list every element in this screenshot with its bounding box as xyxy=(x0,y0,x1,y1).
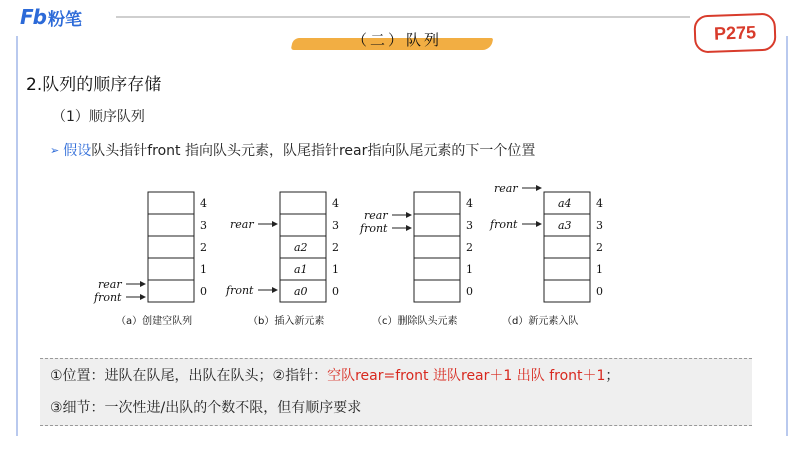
fenbi-logo xyxy=(20,6,82,28)
logo-mark: Fb xyxy=(20,5,46,29)
index-0: 0 xyxy=(200,285,207,298)
index-3: 3 xyxy=(332,219,339,232)
index-4: 4 xyxy=(466,197,473,210)
cell-3 xyxy=(280,214,326,236)
index-1: 1 xyxy=(596,263,603,276)
front-label: front xyxy=(94,291,122,304)
queue-a xyxy=(93,192,207,327)
element-a2: a2 xyxy=(294,241,308,254)
summary-line-1-suffix: ； xyxy=(605,368,620,384)
section-title xyxy=(300,28,500,50)
summary-line-2: ③细节：一次性进/出队的个数不限，但有顺序要求 xyxy=(50,400,362,416)
cell-2 xyxy=(148,236,194,258)
cell-3 xyxy=(414,214,460,236)
cell-0 xyxy=(544,280,590,302)
heading: 2.队列的顺序存储 xyxy=(26,75,162,95)
cell-4 xyxy=(280,192,326,214)
rear-label: rear xyxy=(364,209,388,222)
element-a1: a1 xyxy=(294,263,308,276)
front-label: front xyxy=(360,222,388,235)
index-1: 1 xyxy=(200,263,207,276)
cell-0 xyxy=(148,280,194,302)
cell-3 xyxy=(148,214,194,236)
rear-label: rear xyxy=(98,278,122,291)
assumption-bullet xyxy=(50,140,535,160)
page-number-badge xyxy=(693,13,776,54)
rear-arrow-icon xyxy=(536,185,542,191)
summary-line-1 xyxy=(50,365,619,385)
index-4: 4 xyxy=(596,197,603,210)
index-2: 2 xyxy=(332,241,339,254)
logo-text: 粉笔 xyxy=(47,9,82,30)
element-a0: a0 xyxy=(294,285,308,298)
summary-line-1-highlight: 空队rear=front 进队rear＋1 出队 front＋1 xyxy=(327,368,606,384)
front-arrow-icon xyxy=(140,294,146,300)
cell-2 xyxy=(414,236,460,258)
rear-arrow-icon xyxy=(140,281,146,287)
caption-c: （c）删除队头元素 xyxy=(372,316,458,327)
index-2: 2 xyxy=(466,241,473,254)
cell-1 xyxy=(414,258,460,280)
front-arrow-icon xyxy=(406,225,412,231)
index-0: 0 xyxy=(466,285,473,298)
caption-a: （a）创建空队列 xyxy=(116,316,193,327)
cell-0 xyxy=(414,280,460,302)
cell-4 xyxy=(414,192,460,214)
bullet-arrow-icon: ➢ xyxy=(50,143,60,157)
front-label: front xyxy=(226,284,254,297)
index-2: 2 xyxy=(596,241,603,254)
summary-line-1-prefix: ①位置：进队在队尾，出队在队头；②指针： xyxy=(50,368,328,384)
subheading: （1）顺序队列 xyxy=(52,109,145,125)
queue-diagram xyxy=(80,176,640,336)
front-arrow-icon xyxy=(272,287,278,293)
cell-2 xyxy=(544,236,590,258)
page-number: P275 xyxy=(713,21,757,44)
element-a4: a4 xyxy=(558,197,572,210)
caption-b: （b）插入新元素 xyxy=(248,316,325,327)
cell-4 xyxy=(148,192,194,214)
cell-1 xyxy=(148,258,194,280)
index-3: 3 xyxy=(466,219,473,232)
index-0: 0 xyxy=(596,285,603,298)
index-3: 3 xyxy=(200,219,207,232)
summary-box xyxy=(40,358,752,426)
cell-1 xyxy=(544,258,590,280)
rear-arrow-icon xyxy=(406,212,412,218)
queue-d xyxy=(489,182,603,327)
rear-arrow-icon xyxy=(272,221,278,227)
index-3: 3 xyxy=(596,219,603,232)
section-title-text: （二）队列 xyxy=(352,31,443,49)
index-1: 1 xyxy=(466,263,473,276)
rear-label: rear xyxy=(494,182,518,195)
queue-b xyxy=(225,192,339,327)
queue-c xyxy=(359,192,473,327)
bullet-highlight: 假设 xyxy=(63,143,92,159)
header-divider xyxy=(116,16,690,18)
index-0: 0 xyxy=(332,285,339,298)
index-4: 4 xyxy=(200,197,207,210)
index-1: 1 xyxy=(332,263,339,276)
front-arrow-icon xyxy=(536,221,542,227)
index-4: 4 xyxy=(332,197,339,210)
index-2: 2 xyxy=(200,241,207,254)
element-a3: a3 xyxy=(558,219,572,232)
front-label: front xyxy=(490,218,518,231)
caption-d: （d）新元素入队 xyxy=(502,316,579,327)
rear-label: rear xyxy=(230,218,254,231)
bullet-text: 队头指针front 指向队头元素，队尾指针rear指向队尾元素的下一个位置 xyxy=(91,143,536,159)
